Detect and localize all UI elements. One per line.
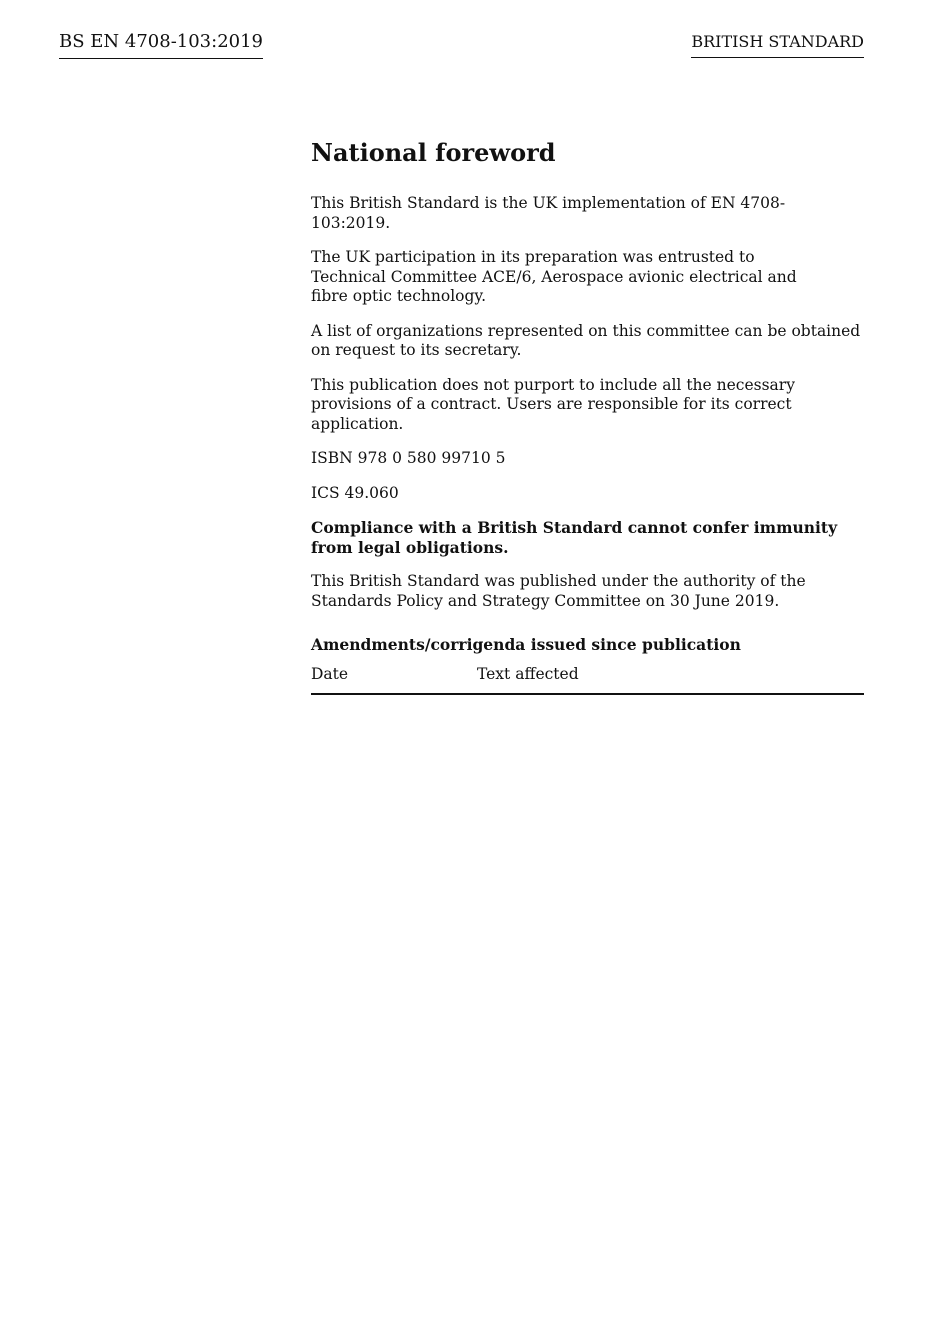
amendments-table: [311, 665, 864, 696]
document-identifier: BS EN 4708-103:2019: [59, 30, 263, 59]
amendments-column-date: Date: [311, 664, 349, 683]
publication-statement: This British Standard was published under the authority of the Standards Policy and Strategy Committee on 30 June 2019.: [311, 572, 806, 610]
amendments-heading: Amendments/corrigenda issued since publication: [311, 635, 741, 654]
document-type: BRITISH STANDARD: [691, 31, 864, 58]
page-title: National foreword: [311, 138, 556, 167]
paragraph-provisions: This publication does not purport to include all the necessary provisions of a contract. Users are responsible for its correct application.: [311, 375, 795, 433]
paragraph-committee-list: A list of organizations represented on this committee can be obtained on request to its secretary.: [311, 321, 861, 359]
paragraph-participation: The UK participation in its preparation was entrusted to Technical Committee ACE/6, Aerospace avionic electrical and fibre optic technology.: [311, 248, 797, 305]
paragraph-implementation: This British Standard is the UK implementation of EN 4708-103:2019.: [311, 194, 786, 232]
compliance-statement: Compliance with a British Standard cannot confer immunity from legal obligations.: [311, 518, 838, 557]
foreword-section: [311, 138, 864, 695]
isbn-number: ISBN 978 0 580 99710 5: [311, 449, 506, 467]
amendments-column-text-affected: Text affected: [477, 664, 579, 683]
ics-code: ICS 49.060: [311, 483, 399, 502]
